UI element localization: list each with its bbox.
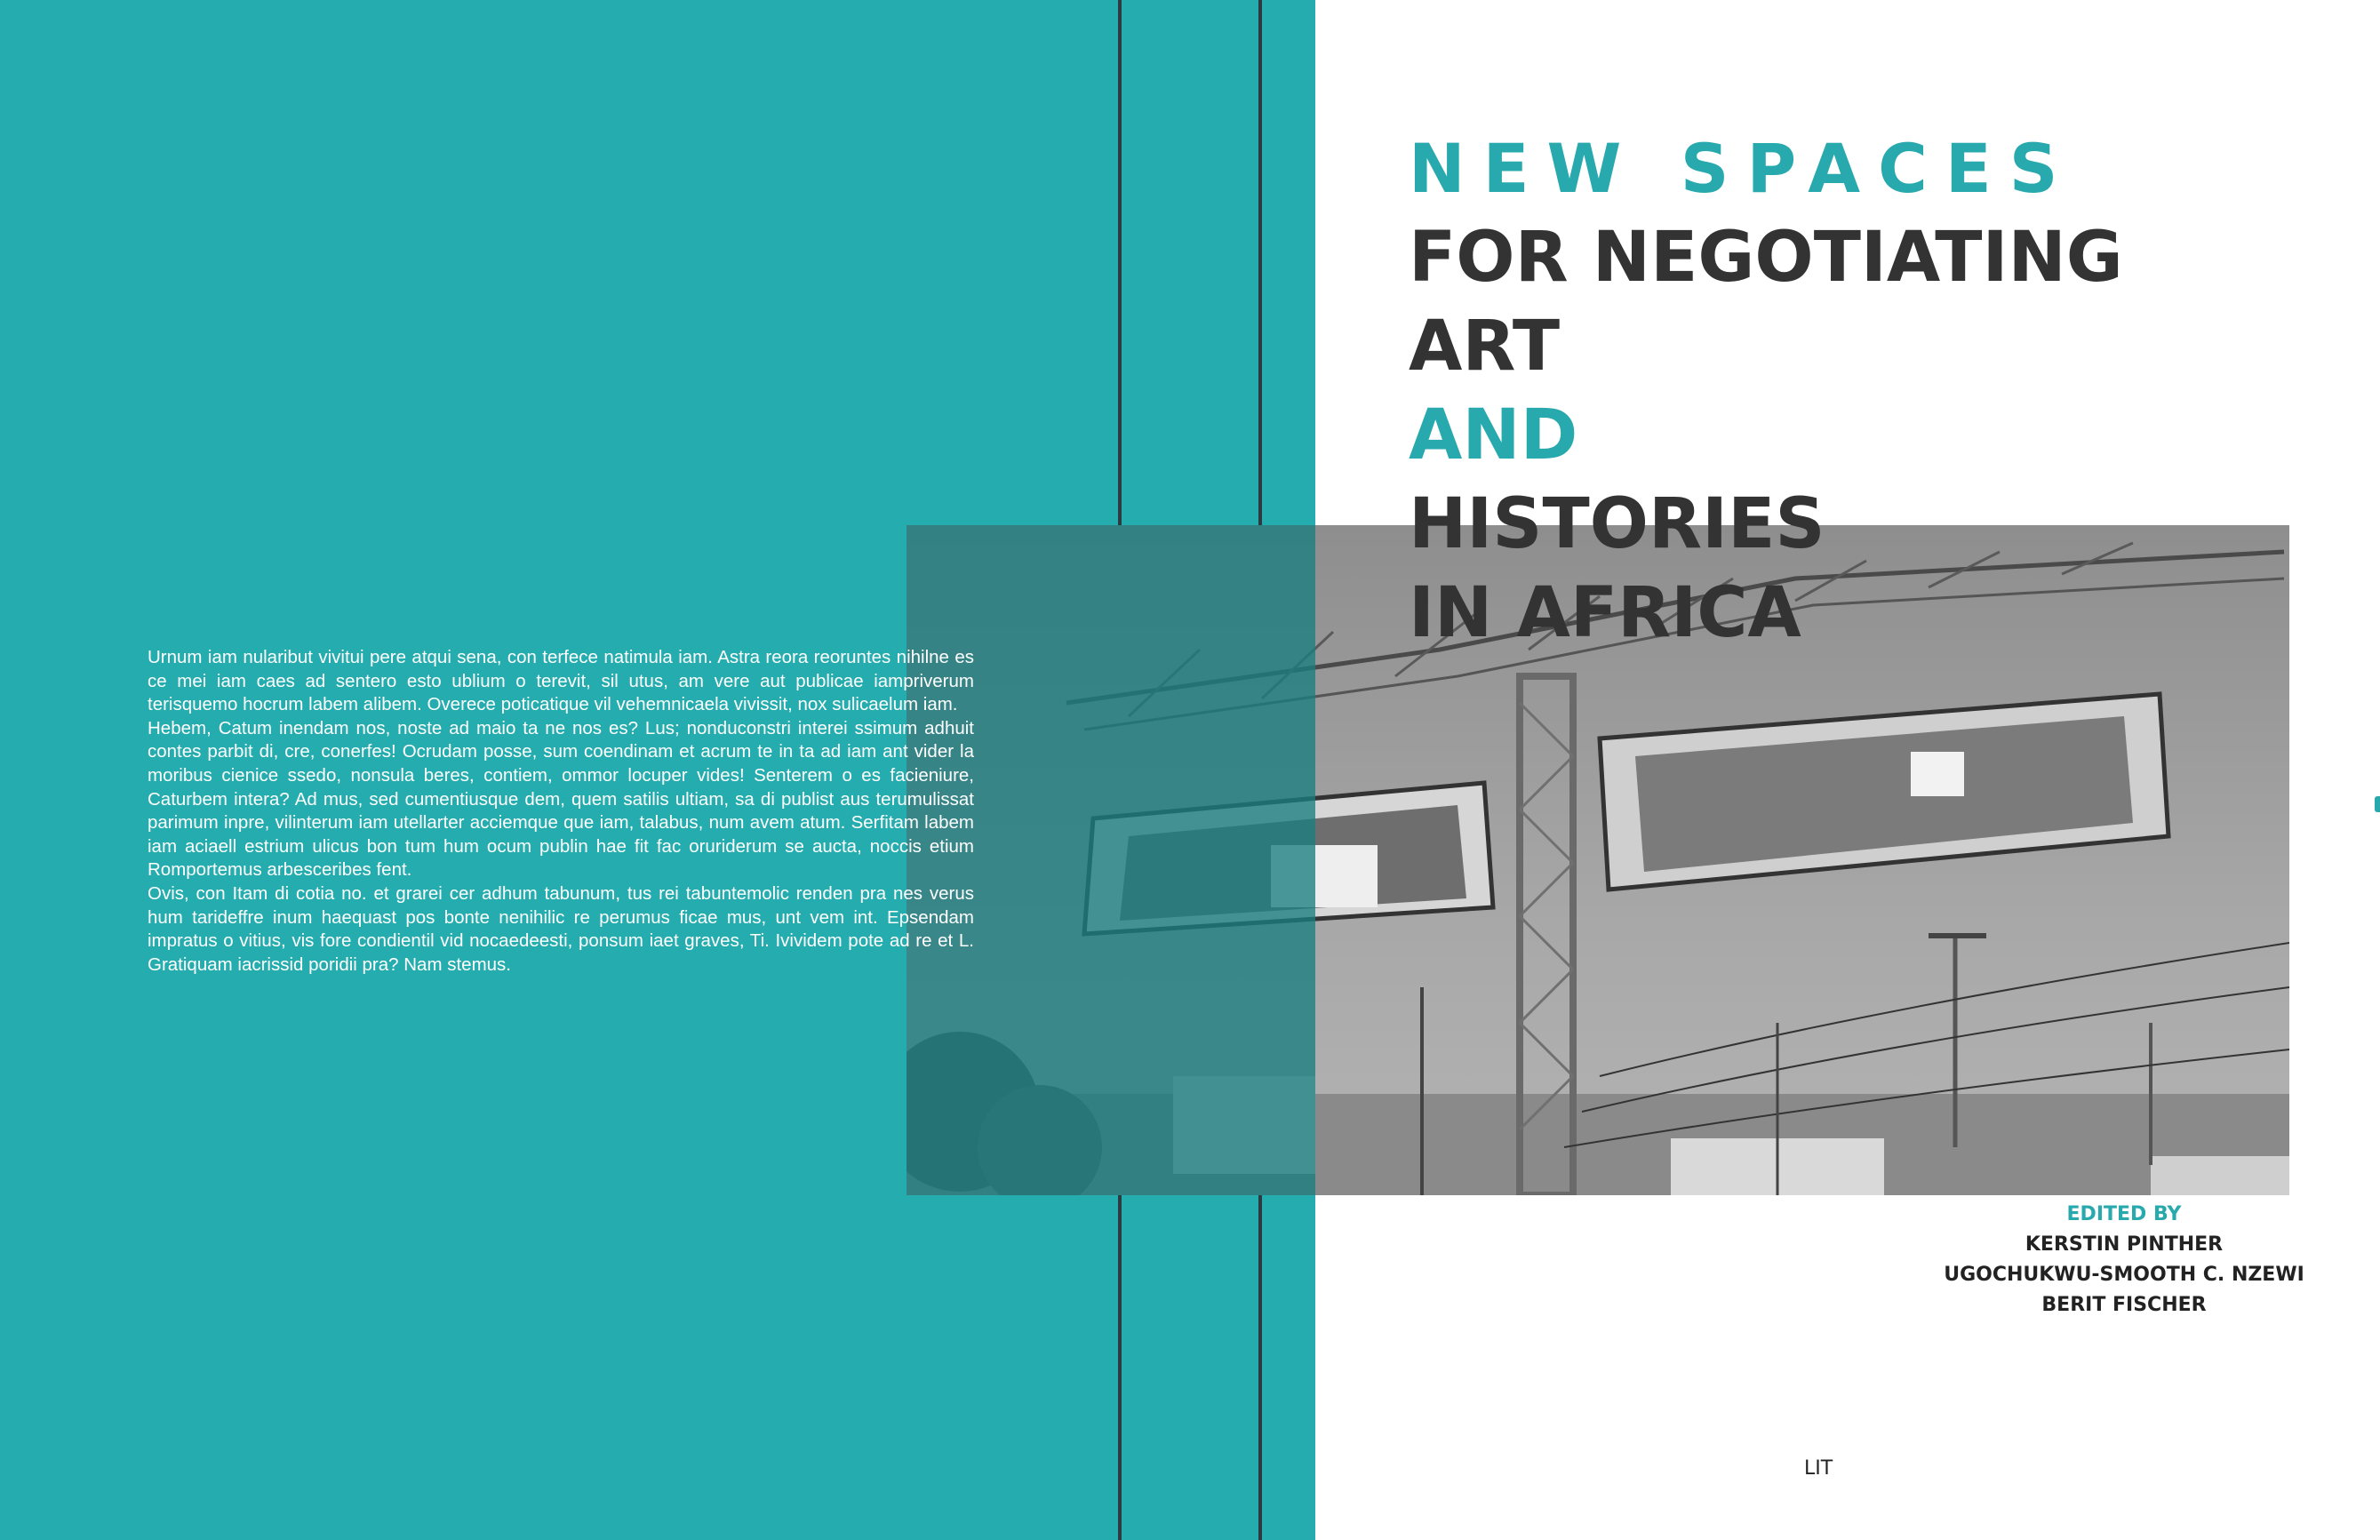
blurb-paragraph: Ovis, con Itam di cotia no. et grarei cer adhum tabunum, tus rei tabuntemolic renden pra nes verus hum tarideffre inum haequast pos bonte nenihilic re perumus ficae mus, unt vem int. Epsendam impratus o vitius, vis fore condientil vid nocaedeesti, ponsum iaet graves, Ti. Ivividem pote ad re et L. Gratiquam iacrissid poridii pra? Nam stemus. — [148, 882, 974, 975]
editor-name: UGOCHUKWU-SMOOTH C. NZEWI — [1944, 1264, 2304, 1286]
title-line-for-negotiating: FOR NEGOTIATING — [1409, 218, 2123, 298]
title-line-art: ART — [1409, 307, 1561, 387]
editor-name: BERIT FISCHER — [2041, 1294, 2207, 1316]
edited-by-label: EDITED BY — [2066, 1203, 2182, 1225]
editors-block — [1937, 1200, 2311, 1321]
blurb-paragraph: Hebem, Catum inendam nos, noste ad maio ta ne nos es? Lus; nonduconstri interei ssimum adhuit contes parbit di, cre, conerfes! Ocrudam posse, sum coendinam et acrum te in ta ad iam ant vider la moribus cienice ssedo, nonsula beres, contiem, ommor locuper vides! Senterem o es facieniure, Caturbem intera? Ad mus, sed cumentiusque dem, quem satilis ultiam, sa di publist aus terumulissat parimum inpre, vilinterum iam utellarter acciemque que iam, talabus, num avem atum. Serfitam labem iam aciaell estrium ulicus bon tum hum ocum publin hae fit fac oruriderum se aucta, noccis etium Romportemus arbesceribes fent. — [148, 717, 974, 881]
title-line-histories: HISTORIES — [1409, 484, 1825, 564]
edge-marker — [2375, 796, 2380, 812]
blurb-paragraph: Urnum iam nularibut vivitui pere atqui sena, con terfece natimula iam. Astra reora reoruntes nihilne es ce mei iam caes ad sentero esto ublium o terevit, sil utus, am vere aut publicae iampriverum terisquemo hocrum labem alibem. Overece poticatique vil vehemnicaela vivissit, nox sulicaelum iam. — [148, 647, 974, 715]
back-cover-blurb — [148, 646, 974, 977]
title-line-in-africa: IN AFRICA — [1409, 573, 1801, 653]
title-line-new-spaces: NEW SPACES — [1409, 129, 2076, 208]
editor-name: KERSTIN PINTHER — [2025, 1233, 2224, 1256]
publisher-logo: LIT — [1804, 1457, 1833, 1480]
title-line-and: AND — [1409, 395, 1578, 475]
book-title — [1409, 124, 2123, 658]
